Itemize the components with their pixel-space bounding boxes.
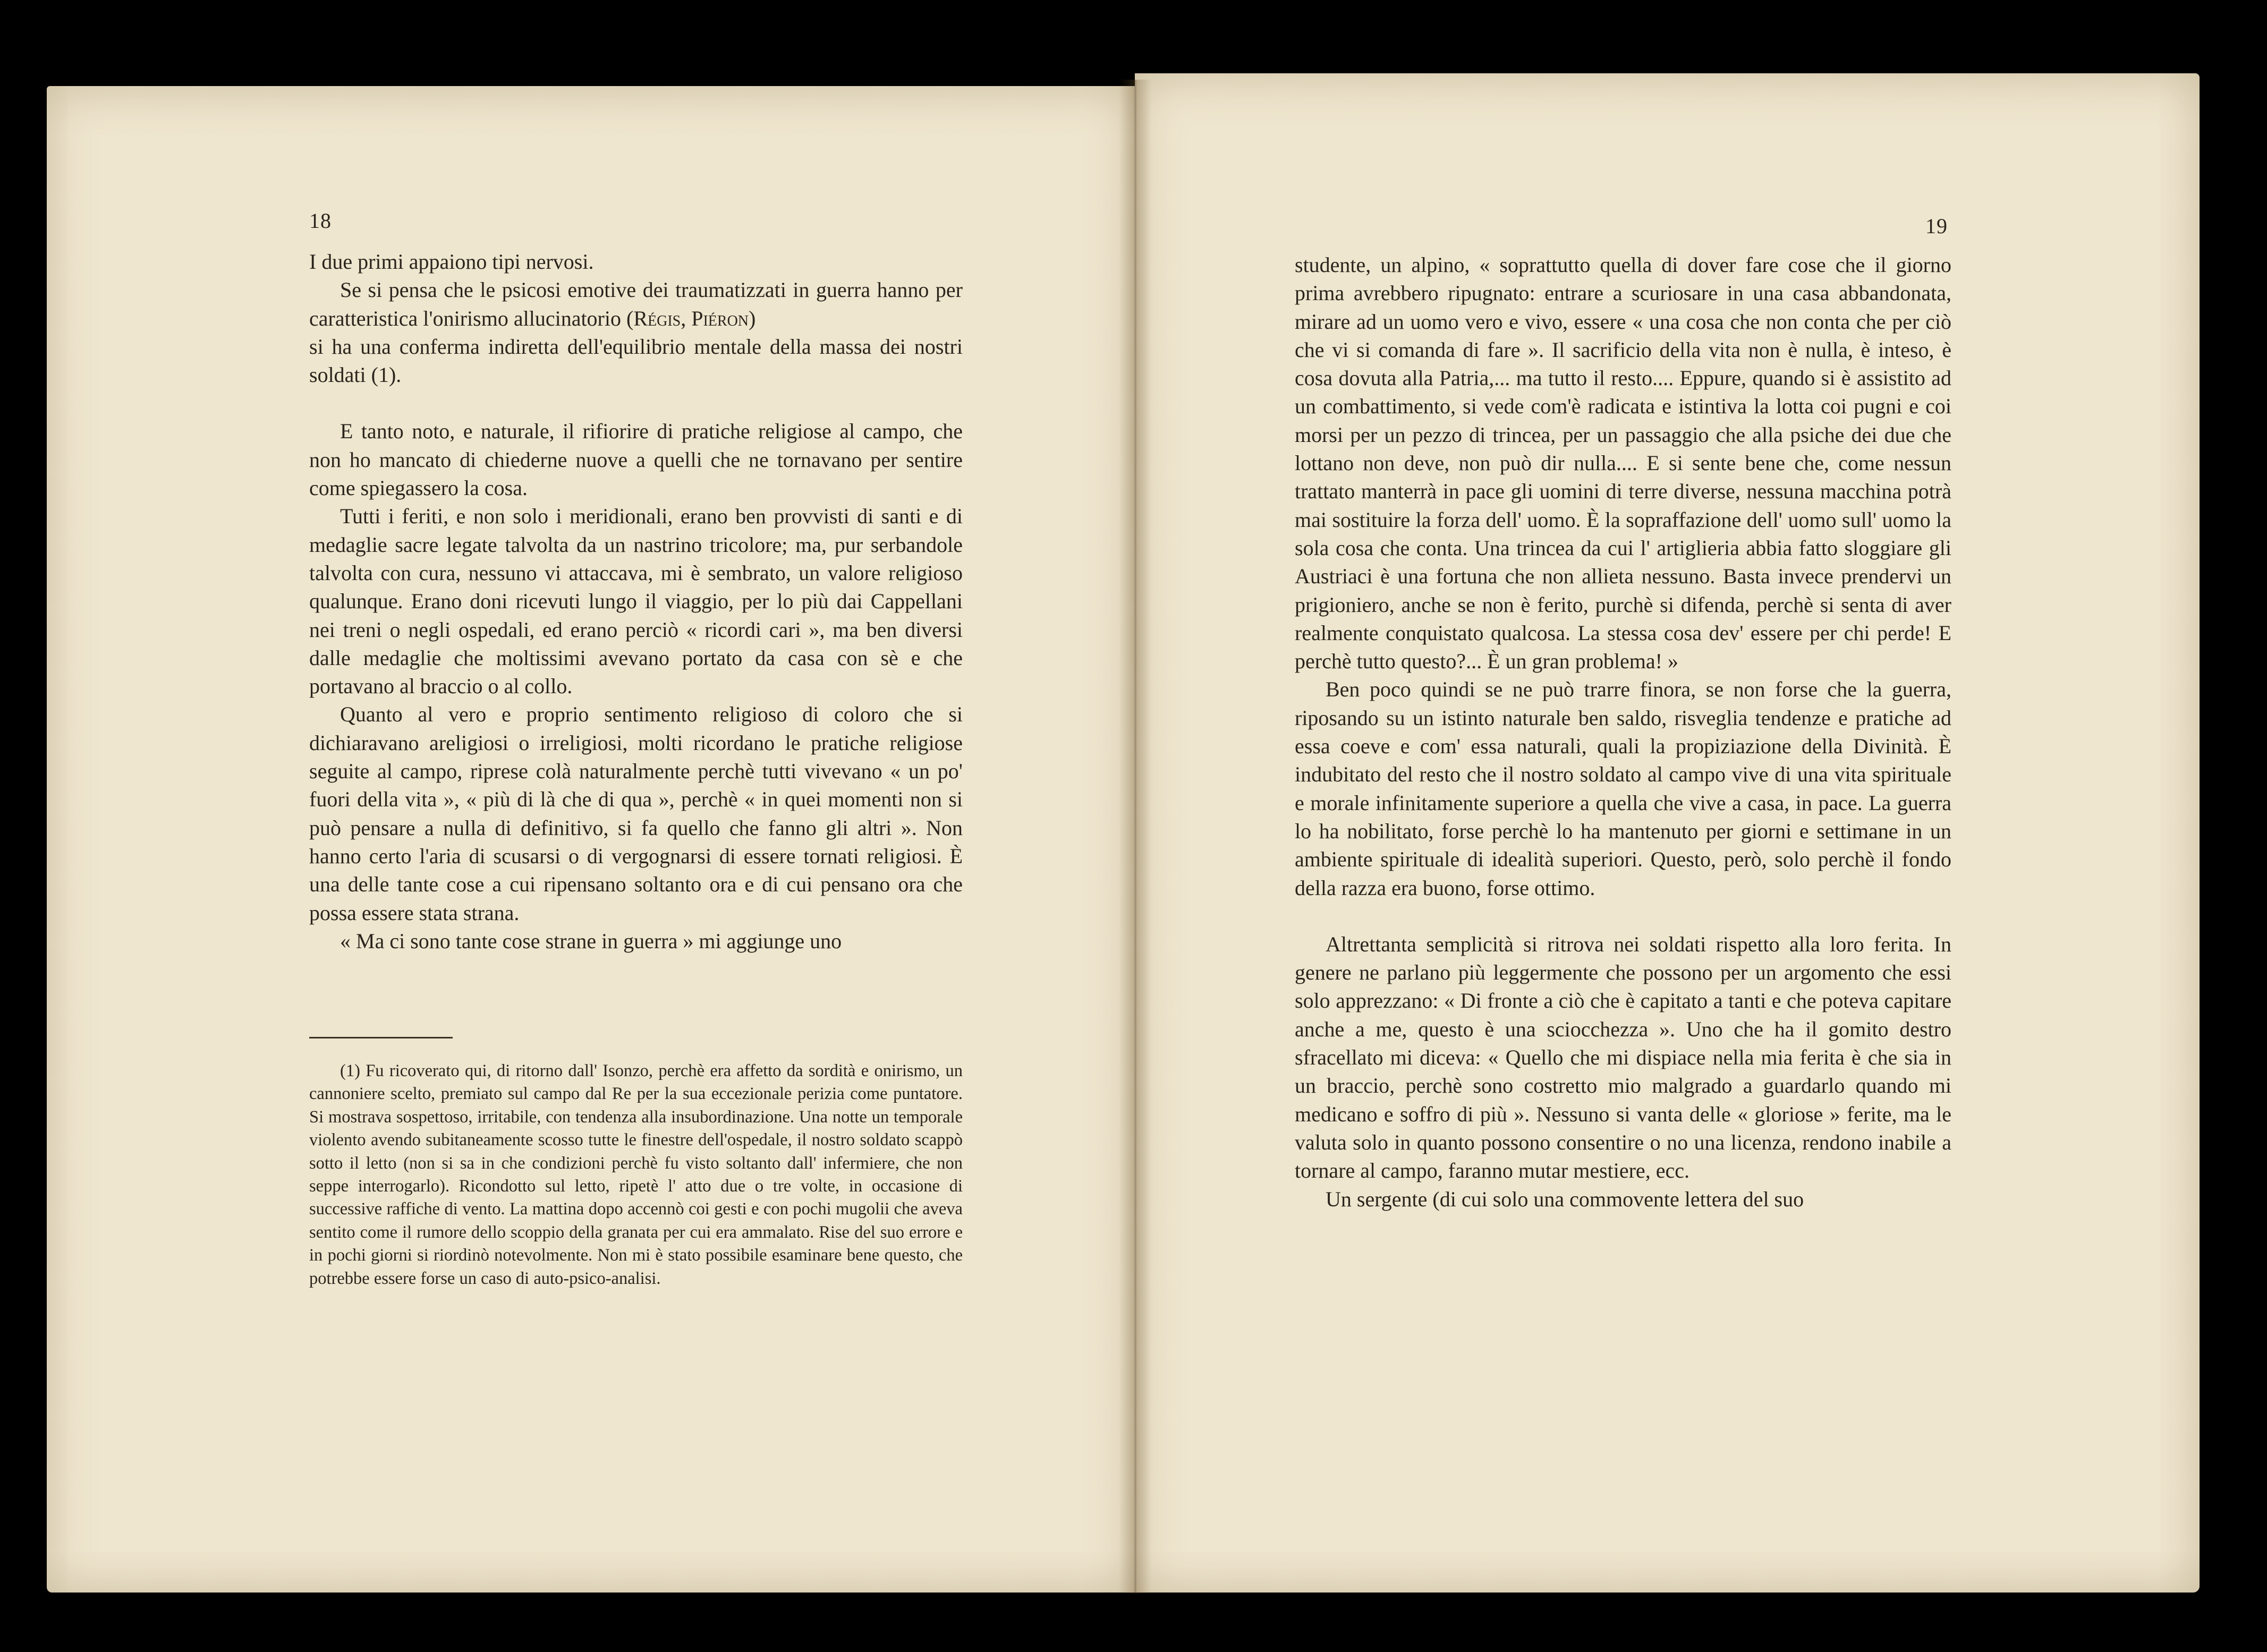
footnote <box>309 1060 963 1290</box>
left-paragraph-3: si ha una conferma indiretta dell'equilibrio mentale della massa dei nostri soldati (1). <box>309 334 963 387</box>
left-paragraph-6: Quanto al vero e proprio sentimento religioso di coloro che si dichiaravano areligiosi o irreligiosi, molti ricordano le pratiche religiose seguite al campo, riprese colà naturalmente perchè tutti vivevano « un po' fuori della vita », « più di là che di qua », perchè « in quei momenti non si può pensare a nulla di definitivo, si fa quello che fanno gli altri ». Non hanno certo l'aria di scusarsi o di vergognarsi di essere tornati religiosi. È una delle tante cose a cui ripensano soltanto ora e di cui pensano ora che possa essere stata strana. <box>309 702 963 925</box>
left-paragraph-1: I due primi appaiono tipi nervosi. <box>309 250 594 274</box>
right-paragraph-1: studente, un alpino, « soprattutto quella di dover fare cose che il giorno prima avrebbero ripugnato: entrare a scuriosare in una casa abbandonata, mirare ad un uomo vero e vivo, essere « una cosa che non conta che per ciò che vi si comanda di fare ». Il sacrificio della vita non è nulla, è inteso, è cosa dovuta alla Patria,... ma tutto il resto.... Eppure, quando si è assistito ad un combattimento, si vede com'è radicata e istintiva la lotta coi pugni e coi morsi per un pezzo di trincea, per un passaggio che alla psiche dei due che lottano non deve, non può dir nulla.... E si sente bene che, come nessun trattato manterrà in pace gli uomini di terre diverse, nessuna macchina potrà mai sostituire la forza dell' uomo. È la sopraffazione dell' uomo sull' uomo la sola cosa che conta. Una trincea da cui l' artiglieria abbia fatto sloggiare gli Austriaci è una fortuna che non allieta nessuno. Basta invece prendervi un prigioniero, anche se non è ferito, purchè si difenda, perchè si senta di aver realmente conquistato qualcosa. La stessa cosa dev' essere per chi perde! E perchè tutto questo?... È un gran problema! » <box>1295 253 1951 674</box>
left-paragraph-7: « Ma ci sono tante cose strane in guerra » mi aggiunge uno <box>340 929 842 953</box>
left-paragraph-5: Tutti i feriti, e non solo i meridionali, erano ben provvisti di santi e di medaglie sacre legate talvolta da un nastrino tricolore; ma, pur serbandole talvolta con cura, nessuno vi attaccava, mi è sembrato, un valore religioso qualunque. Erano doni ricevuti lungo il viaggio, per lo più dai Cappellani nei treni o negli ospedali, ed erano perciò « ricordi cari », ma ben diversi dalle medaglie che moltissimi avevano portato da casa con sè e che portavano al braccio o al collo. <box>309 504 963 699</box>
left-paragraph-2: Se si pensa che le psicosi emotive dei traumatizzati in guerra hanno per caratteristica l'onirismo allucinatorio (Régis, Piéron) <box>309 278 963 330</box>
right-page-number: 19 <box>1925 214 1948 238</box>
footnote-text: (1) Fu ricoverato qui, di ritorno dall' Isonzo, perchè era affetto da sordità e onirismo, un cannoniere scelto, premiato sul campo dal Re per la sua eccezionale perizia come puntatore. Si mostrava sospettoso, irritabile, con tendenza alla insubordinazione. Una notte un temporale violento avendo subitaneamente scosso tutte le finestre dell'ospedale, il nostro soldato scappò sotto il letto (non si sa in che condizioni perchè fu visto soltanto dall' infermiere, che non seppe interrogarlo). Ricondotto sul letto, ripetè l' atto due o tre volte, in occasione di successive raffiche di vento. La mattina dopo accennò coi gesti e con pochi mugolii che aveva sentito come il rumore dello scoppio della granata per cui era ammalato. Rise del suo errore e in pochi giorni si riordinò notevolmente. Non mi è stato possibile esaminare bene questo, che potrebbe essere forse un caso di auto-psico-analisi. <box>309 1061 963 1288</box>
left-page-number: 18 <box>309 209 332 233</box>
right-page-body <box>1295 251 1951 1213</box>
right-paragraph-2: Ben poco quindi se ne può trarre finora, se non forse che la guerra, riposando su un istinto naturale ben saldo, risveglia tendenze e pratiche ad essa coeve e com' essa naturali, quali la propiziazione della Divinità. È indubitato del resto che il nostro soldato al campo vive di una vita spirituale e morale infinitamente superiore a quella che vive a casa, in pace. La guerra lo ha nobilitato, forse perchè lo ha mantenuto per giorni e settimane in un ambiente spirituale di idealità superiori. Questo, però, solo perchè il fondo della razza era buono, forse ottimo. <box>1295 677 1951 900</box>
book-spine <box>1119 80 1152 1594</box>
footnote-rule <box>309 1037 453 1038</box>
citation-names: Régis, Piéron <box>633 306 749 330</box>
right-paragraph-3: Altrettanta semplicità si ritrova nei soldati rispetto alla loro ferita. In genere ne parlano più leggermente che possono per un argomento che essi solo apprezzano: « Di fronte a ciò che è capitato a tanti e che poteva capitare anche a me, questo è una sciocchezza ». Uno che ha il gomito destro sfracellato mi diceva: « Quello che mi dispiace nella mia ferita è che sia in un braccio, perchè sono costretto mio malgrado a guardarlo quando mi medicano e soffro di più ». Nessuno si vanta delle « gloriose » ferite, ma le valuta solo in quanto possono consentire o no una licenza, rendono inabile a tornare al campo, faranno mutar mestiere, ecc. <box>1295 932 1951 1183</box>
right-paragraph-4: Un sergente (di cui solo una commovente lettera del suo <box>1326 1187 1804 1211</box>
left-paragraph-2-text: Se si pensa che le psicosi emotive dei traumatizzati in guerra hanno per caratteristica l'onirismo allucinatorio ( <box>309 278 963 330</box>
left-page-body <box>309 248 963 955</box>
left-paragraph-4: E tanto noto, e naturale, il rifiorire di pratiche religiose al campo, che non ho mancato di chiederne nuove a quelli che ne tornavano per sentire come spiegassero la cosa. <box>309 419 963 500</box>
